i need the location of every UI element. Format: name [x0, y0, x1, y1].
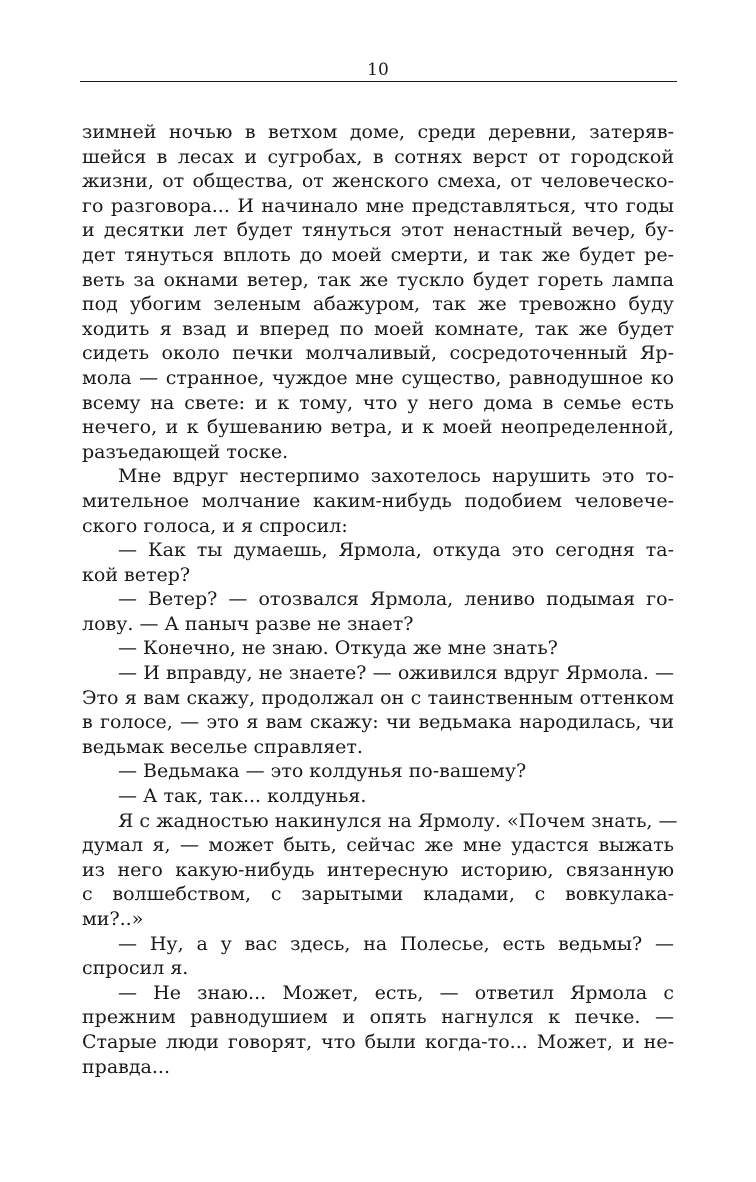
text-line: — Ветер? — отозвался Ярмола, лениво подымая го- [118, 588, 674, 611]
text-line: ведьмак веселье справляет. [82, 735, 363, 758]
text-line: дет тянуться вплоть до моей смерти, и так же будет ре- [82, 243, 674, 266]
text-line: зимней ночью в ветхом доме, среди деревни, затеряв- [82, 121, 674, 143]
text-line: спросил я. [82, 957, 189, 980]
text-line: нечего, и к бушеванию ветра, и к моей неопределенной, [82, 416, 674, 439]
paragraph [82, 636, 674, 661]
text-line: — Не знаю... Может, есть, — ответил Ярмола с [118, 981, 674, 1004]
text-line: — И вправду, не знаете? — оживился вдруг Ярмола. — [118, 662, 674, 685]
paragraph [82, 932, 674, 981]
text-line: разъедающей тоске. [82, 440, 289, 463]
text-line: из него какую-нибудь интересную историю, связанную [82, 858, 674, 881]
text-line: — Конечно, не знаю. Откуда же мне знать? [118, 637, 558, 660]
header-rule [80, 81, 677, 82]
text-line: Я с жадностью накинулся на Ярмолу. «Почем знать, — [118, 809, 678, 832]
text-line: правда... [82, 1055, 170, 1078]
text-line: и десятки лет будет тянуться этот ненастный вечер, бу- [82, 219, 674, 242]
paragraph [82, 538, 674, 587]
text-line: прежним равнодушием и опять нагнулся к печке. — [82, 1006, 674, 1029]
text-line: с волшебством, с зарытыми кладами, с вовкулака- [82, 883, 674, 906]
paragraph [82, 464, 674, 538]
text-line: под убогим зеленым абажуром, так же тревожно буду [82, 293, 674, 316]
paragraph [82, 784, 674, 809]
text-line: ского голоса, и я спросил: [82, 514, 348, 537]
paragraph [82, 981, 674, 1079]
text-line: кой ветер? [82, 563, 191, 586]
text-line: в голосе, — это я вам скажу: чи ведьмака народилась, чи [82, 711, 674, 734]
text-line: жизни, от общества, от женского смеха, от человеческо- [82, 170, 674, 193]
text-line: мола — странное, чуждое мне существо, равнодушное ко [82, 366, 674, 389]
paragraph [82, 759, 674, 784]
paragraph [82, 661, 674, 759]
page-number: 10 [367, 60, 389, 80]
text-line: всему на свете: и к тому, что у него дома в семье есть [82, 391, 674, 414]
text-line: ми?..» [82, 908, 144, 930]
text-line: думал я, — может быть, сейчас же мне удастся выжать [82, 834, 674, 857]
text-line: Мне вдруг нестерпимо захотелось нарушить это то- [118, 465, 674, 488]
paragraph [82, 809, 678, 932]
text-line: — А так, так... колдунья. [118, 785, 367, 808]
text-line: Это я вам скажу, продолжал он с таинственным оттенком [82, 686, 674, 709]
text-line: сидеть около печки молчаливый, сосредоточенный Яр- [82, 342, 674, 365]
paragraph [82, 587, 674, 636]
text-line: — Как ты думаешь, Ярмола, откуда это сегодня та- [118, 539, 674, 562]
body-text [82, 120, 678, 1079]
text-line: ходить я взад и вперед по моей комнате, так же будет [82, 317, 674, 340]
text-line: го разговора... И начинало мне представляться, что годы [82, 194, 674, 217]
text-line: лову. — А паныч разве не знает? [82, 612, 414, 635]
text-line: веть за окнами ветер, так же тускло будет гореть лампа [82, 268, 674, 291]
text-line: шейся в лесах и сугробах, в сотнях верст от городской [82, 145, 674, 168]
text-line: мительное молчание каким-нибудь подобием человече- [82, 489, 674, 512]
paragraph [82, 120, 674, 464]
text-line: — Ведьмака — это колдунья по-вашему? [118, 760, 527, 783]
text-line: — Ну, а у вас здесь, на Полесье, есть ведьмы? — [118, 932, 674, 955]
text-line: Старые люди говорят, что были когда-то... Может, и не- [82, 1030, 674, 1053]
